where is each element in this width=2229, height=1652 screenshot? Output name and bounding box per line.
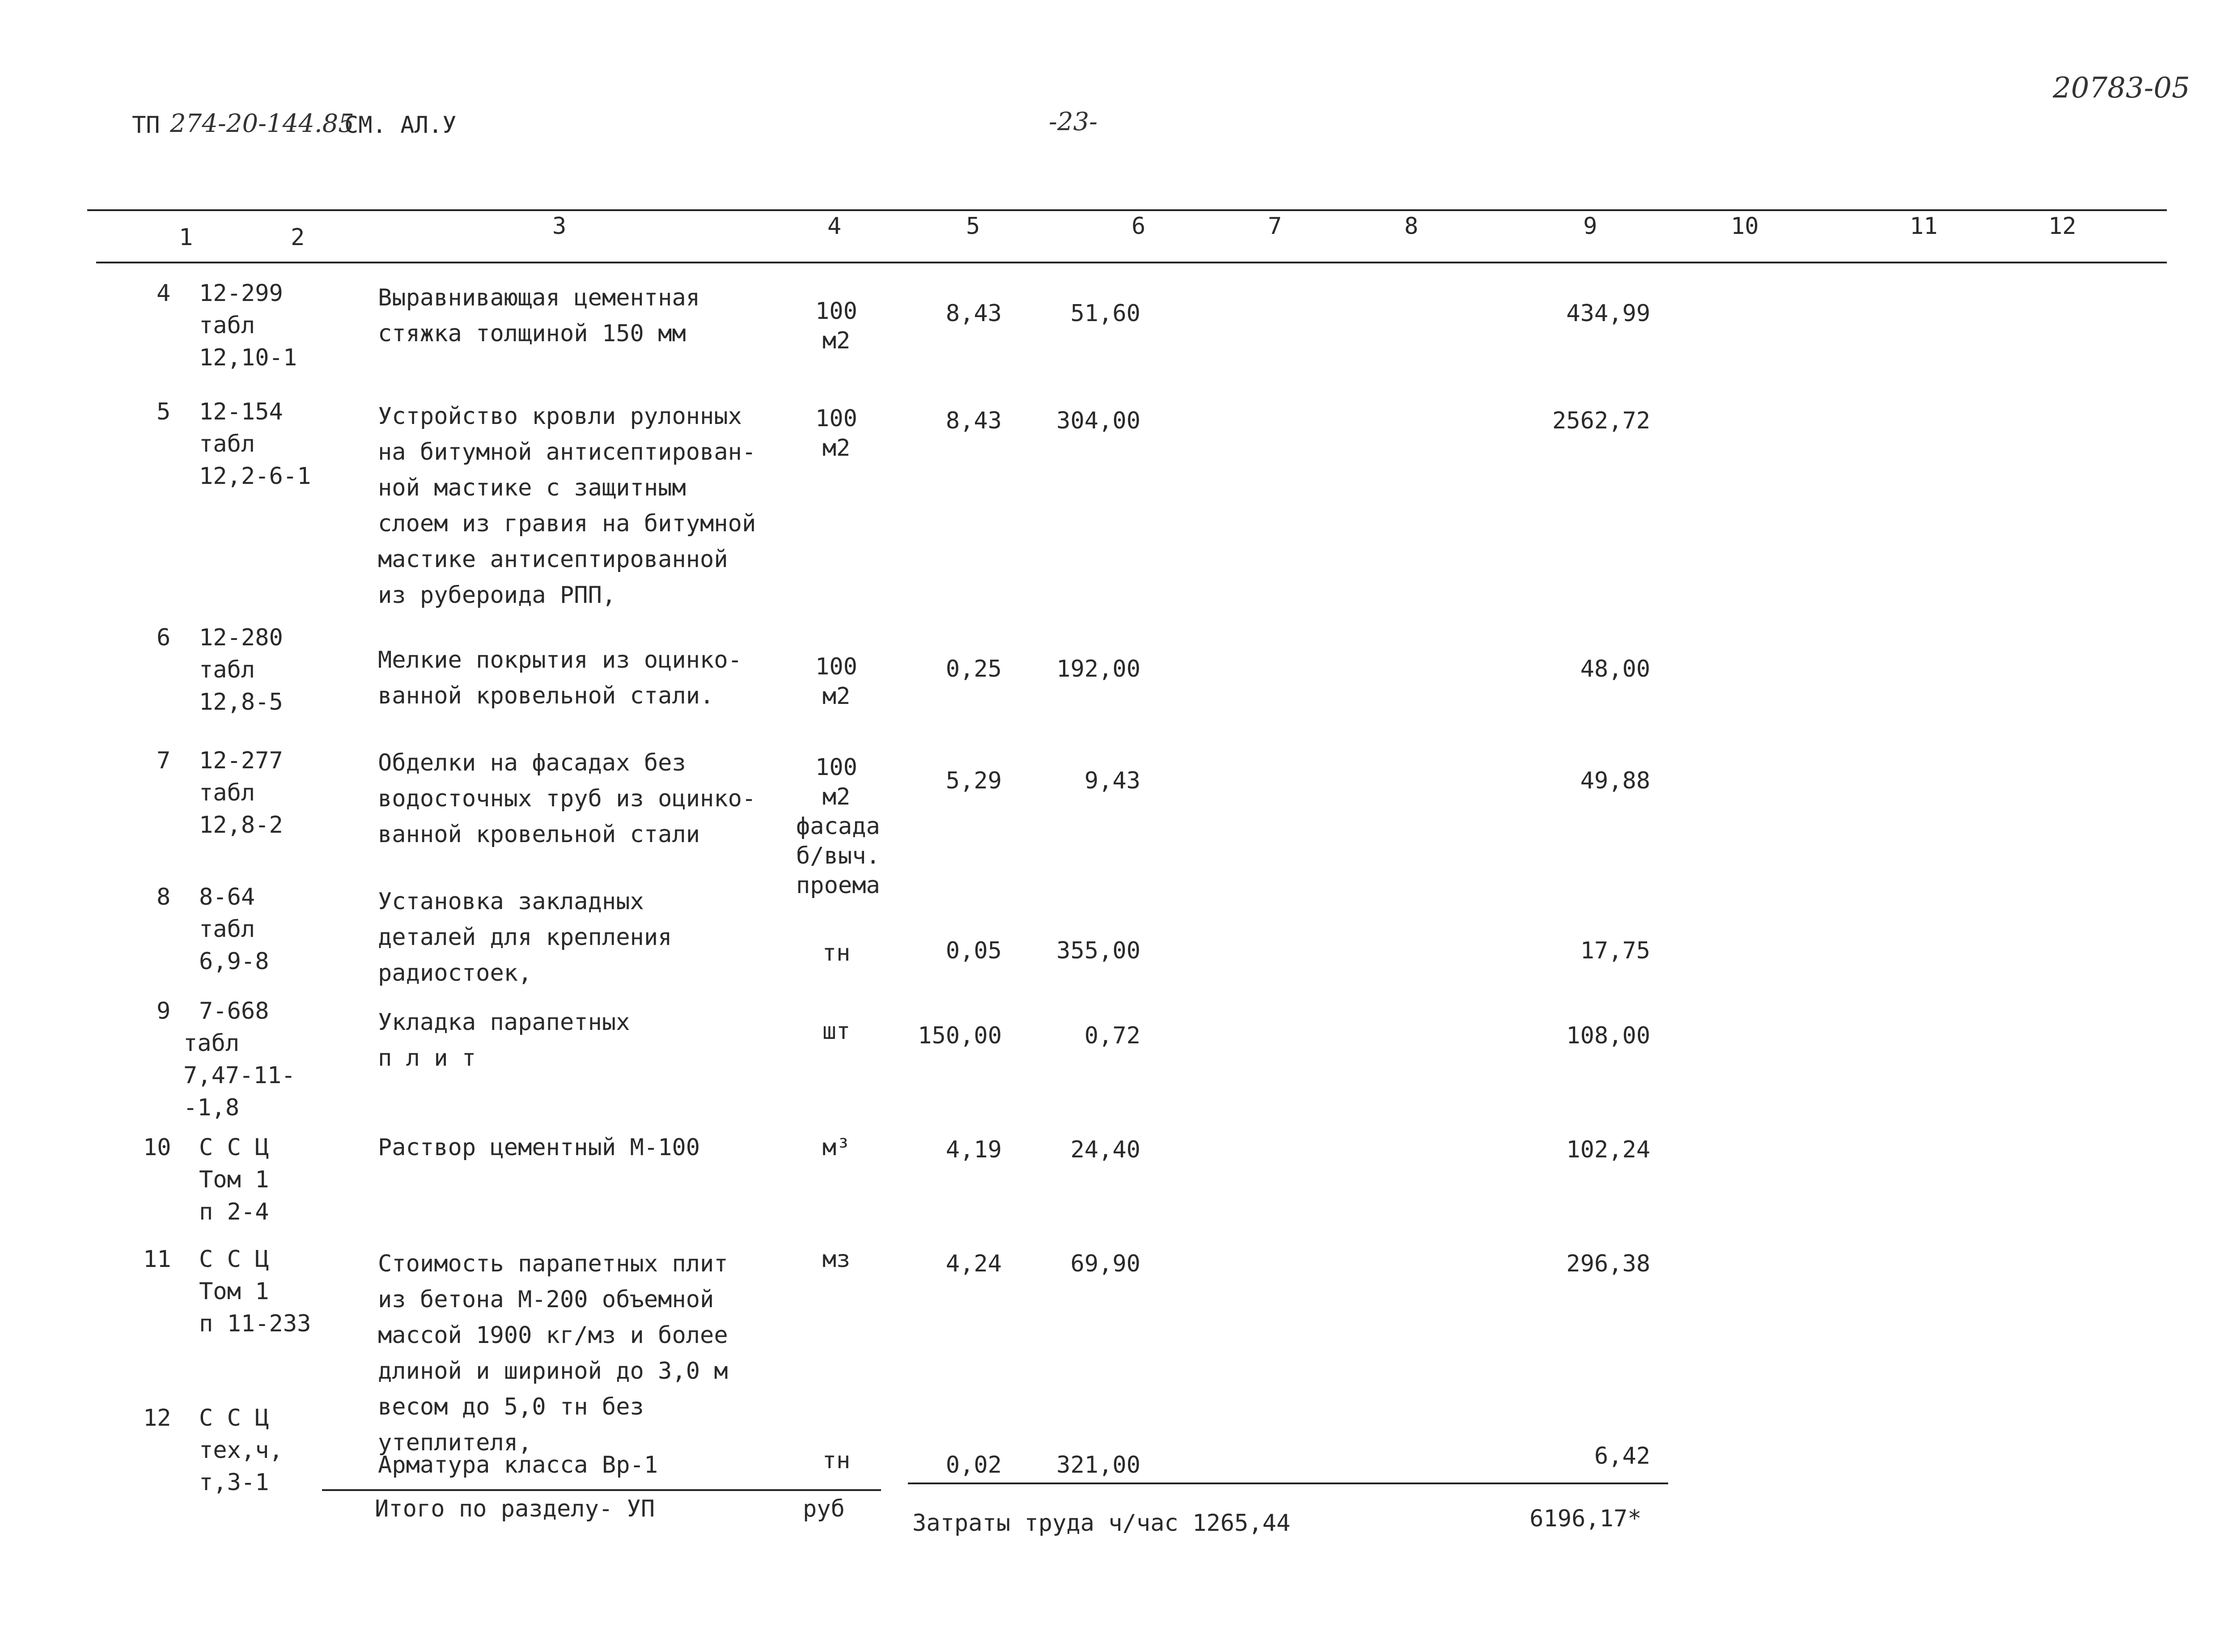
quantity-cell: 0,05 <box>945 937 1002 964</box>
work-description-line: весом до 5,0 тн без <box>378 1394 644 1420</box>
column-number-2: 2 <box>291 224 305 251</box>
doc-code-prefix: ТП <box>132 112 160 139</box>
column-number-5: 5 <box>966 213 980 240</box>
work-description-line: из рубероида РПП, <box>378 582 616 609</box>
unit-line: б/выч. <box>796 843 880 869</box>
quantity-cell: 4,24 <box>945 1250 1002 1277</box>
rate-code-line: тех,ч, <box>199 1437 283 1464</box>
total-cost-cell: 2562,72 <box>1552 407 1650 434</box>
rate-code-line: 12-280 <box>199 624 283 651</box>
unit-price-cell: 321,00 <box>1056 1452 1140 1478</box>
row-number: 8 <box>157 884 171 911</box>
rate-code-line: табл <box>199 779 255 806</box>
work-description-line: Арматура класса Вр-1 <box>378 1452 658 1478</box>
row-number: 4 <box>157 280 171 307</box>
rate-code-line: табл <box>199 657 255 683</box>
work-description-line: массой 1900 кг/мз и более <box>378 1322 728 1349</box>
total-cost-cell: 434,99 <box>1566 300 1650 327</box>
unit-line: м2 <box>822 435 851 462</box>
rate-code-line: табл <box>199 916 255 943</box>
section-total-value: 6196,17* <box>1530 1505 1642 1532</box>
unit-line: м2 <box>822 327 851 354</box>
column-number-6: 6 <box>1131 213 1146 240</box>
row-number: 11 <box>143 1246 171 1273</box>
rate-code-line: 6,9-8 <box>199 948 269 975</box>
column-number-11: 11 <box>1910 213 1938 240</box>
rate-code-line: 12-299 <box>199 280 283 307</box>
work-description-line: утеплителя, <box>378 1429 532 1456</box>
doc-code-suffix: СМ. АЛ.У <box>344 112 457 139</box>
work-description-line: из бетона М-200 объемной <box>378 1286 714 1313</box>
column-number-7: 7 <box>1268 213 1282 240</box>
subtotal-rule <box>908 1483 1668 1484</box>
row-number: 12 <box>143 1405 171 1432</box>
unit-line: 100 <box>815 298 857 325</box>
quantity-cell: 8,43 <box>945 407 1002 434</box>
section-total-unit: руб <box>803 1495 845 1522</box>
column-number-1: 1 <box>179 224 193 251</box>
unit-line: м2 <box>822 683 851 710</box>
rate-code-line: 12,2-6-1 <box>199 463 311 490</box>
work-description-line: Стоимость парапетных плит <box>378 1250 728 1277</box>
rate-code-line: 12,8-2 <box>199 812 283 839</box>
rate-code-line: 12,8-5 <box>199 689 283 716</box>
total-cost-cell: 102,24 <box>1566 1136 1650 1163</box>
row-number: 6 <box>157 624 171 651</box>
total-cost-cell: 17,75 <box>1580 937 1650 964</box>
quantity-cell: 0,02 <box>945 1452 1002 1478</box>
unit-line: тн <box>822 1447 851 1474</box>
work-description-line: стяжка толщиной 150 мм <box>378 320 686 347</box>
total-cost-cell: 296,38 <box>1566 1250 1650 1277</box>
unit-line: фасада <box>796 813 880 840</box>
work-description-line: водосточных труб из оцинко- <box>378 785 756 812</box>
rate-code-line: С С Ц <box>199 1246 269 1273</box>
rate-code-line: п 2-4 <box>199 1199 269 1225</box>
work-description-line: ванной кровельной стали. <box>378 682 714 709</box>
rate-code-line: 7-668 <box>199 998 269 1025</box>
unit-line: 100 <box>815 405 857 432</box>
work-description-line: п л и т <box>378 1045 476 1072</box>
quantity-cell: 8,43 <box>945 300 1002 327</box>
work-description-line: радиостоек, <box>378 960 532 987</box>
rate-code-line: табл <box>199 312 255 339</box>
unit-price-cell: 0,72 <box>1084 1022 1140 1049</box>
rate-code-line: С С Ц <box>199 1134 269 1161</box>
row-number: 9 <box>157 998 171 1025</box>
rate-code-line: табл <box>199 431 255 457</box>
row-number: 5 <box>157 398 171 425</box>
unit-line: м³ <box>822 1134 851 1161</box>
page-number: -23- <box>1049 107 1098 136</box>
total-cost-cell: 6,42 <box>1594 1443 1650 1470</box>
work-description-line: Укладка парапетных <box>378 1009 630 1036</box>
column-number-9: 9 <box>1583 213 1598 240</box>
row-number: 7 <box>157 747 171 774</box>
unit-price-cell: 69,90 <box>1070 1250 1140 1277</box>
unit-line: м2 <box>822 784 851 810</box>
unit-line: 100 <box>815 754 857 781</box>
sheet-number: 20783-05 <box>2053 72 2190 105</box>
unit-price-cell: 355,00 <box>1056 937 1140 964</box>
work-description-line: Обделки на фасадах без <box>378 750 686 776</box>
quantity-cell: 5,29 <box>945 767 1002 794</box>
rate-code-line: Том 1 <box>199 1278 269 1305</box>
work-description-line: деталей для крепления <box>378 924 672 951</box>
column-number-12: 12 <box>2048 213 2076 240</box>
rate-code-line: п 11-233 <box>199 1310 311 1337</box>
unit-price-cell: 192,00 <box>1056 656 1140 682</box>
unit-price-cell: 51,60 <box>1070 300 1140 327</box>
work-description-line: ной мастике с защитным <box>378 474 686 501</box>
column-number-10: 10 <box>1731 213 1759 240</box>
row-number: 10 <box>143 1134 171 1161</box>
rate-code-line: 12-154 <box>199 398 283 425</box>
column-number-8: 8 <box>1404 213 1419 240</box>
rate-code-line: Том 1 <box>199 1166 269 1193</box>
unit-line: шт <box>822 1018 851 1045</box>
work-description-line: Мелкие покрытия из оцинко- <box>378 647 742 674</box>
section-total-label: Итого по разделу- УП <box>375 1495 655 1522</box>
unit-line: 100 <box>815 653 857 680</box>
total-cost-cell: 49,88 <box>1580 767 1650 794</box>
unit-line: мз <box>822 1246 851 1273</box>
rate-code-line: т,3-1 <box>199 1469 269 1496</box>
column-number-3: 3 <box>552 213 567 240</box>
work-description-line: мастике антисептированной <box>378 546 728 573</box>
unit-line: проема <box>796 872 880 899</box>
unit-price-cell: 304,00 <box>1056 407 1140 434</box>
work-description-line: слоем из гравия на битумной <box>378 510 756 537</box>
rate-code-line: 12-277 <box>199 747 283 774</box>
unit-price-cell: 9,43 <box>1084 767 1140 794</box>
rate-code-line: 7,47-11- <box>183 1062 296 1089</box>
unit-line: тн <box>822 940 851 966</box>
table-top-rule <box>87 209 2167 211</box>
work-description-line: Устройство кровли рулонных <box>378 403 742 430</box>
rate-code-line: табл <box>183 1030 240 1057</box>
rate-code-line: 12,10-1 <box>199 344 297 371</box>
quantity-cell: 4,19 <box>945 1136 1002 1163</box>
work-description-line: Установка закладных <box>378 888 644 915</box>
total-cost-cell: 108,00 <box>1566 1022 1650 1049</box>
total-cost-cell: 48,00 <box>1580 656 1650 682</box>
work-description-line: Выравнивающая цементная <box>378 284 700 311</box>
unit-price-cell: 24,40 <box>1070 1136 1140 1163</box>
work-description-line: ванной кровельной стали <box>378 821 700 848</box>
quantity-cell: 0,25 <box>945 656 1002 682</box>
rate-code-line: -1,8 <box>183 1094 240 1121</box>
doc-code-handwritten: 274-20-144.85 <box>170 109 354 138</box>
work-description-line: на битумной антисептирован- <box>378 439 756 466</box>
total-rule <box>322 1489 881 1491</box>
column-number-4: 4 <box>827 213 842 240</box>
labor-costs-text: Затраты труда ч/час 1265,44 <box>912 1510 1291 1537</box>
quantity-cell: 150,00 <box>918 1022 1002 1049</box>
rate-code-line: 8-64 <box>199 884 255 911</box>
work-description-line: длиной и шириной до 3,0 м <box>378 1358 728 1385</box>
rate-code-line: С С Ц <box>199 1405 269 1432</box>
column-header-bottom-rule <box>96 262 2167 263</box>
work-description-line: Раствор цементный М-100 <box>378 1134 700 1161</box>
